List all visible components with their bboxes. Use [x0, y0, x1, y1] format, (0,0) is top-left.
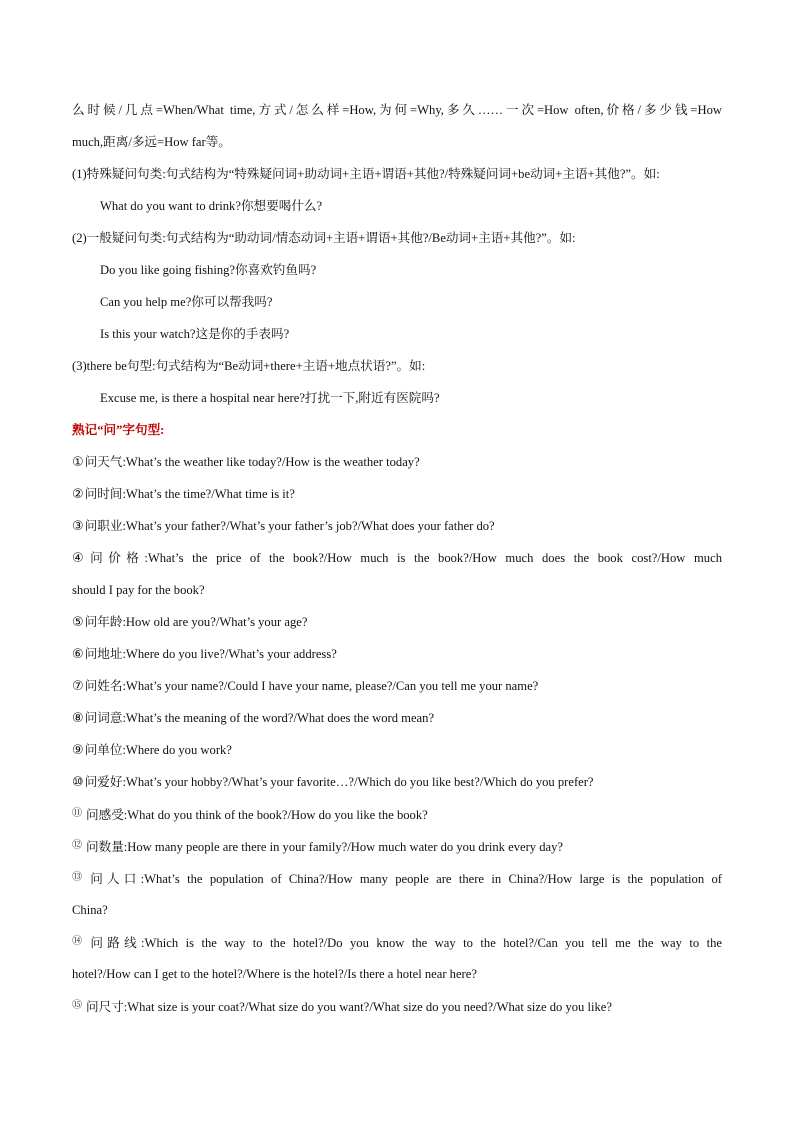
- document-page: [72, 94, 722, 1022]
- item-text: 问单位:Where do you work?: [84, 743, 232, 757]
- item-number: ⑮: [72, 1000, 82, 1011]
- list-item-time: [72, 478, 722, 510]
- list-item-size: [72, 990, 722, 1022]
- item-number: ⑦: [72, 679, 84, 694]
- item-text: 问天气:What’s the weather like today?/How is the weather today?: [84, 455, 420, 469]
- item-text: 问价格:What’s the price of the book?/How much is the book?/How much does the book cost?/How much: [84, 551, 722, 565]
- item-number: ⑭: [72, 936, 82, 947]
- item-text: 问时间:What’s the time?/What time is it?: [84, 487, 295, 501]
- item-number: ⑪: [72, 808, 82, 819]
- example-there-be: Excuse me, is there a hospital near here?打扰一下,附近有医院吗?: [100, 391, 440, 405]
- item-number: ⑫: [72, 840, 82, 851]
- section-heading: 熟记“问”字句型:: [72, 423, 165, 437]
- item-number: ②: [72, 487, 84, 502]
- list-item-workplace: [72, 734, 722, 766]
- list-item-price-continued: should I pay for the book?: [72, 583, 205, 597]
- item-number: ⑧: [72, 711, 84, 726]
- list-item-quantity: [72, 830, 722, 862]
- example-general-question-3: Is this your watch?这是你的手表吗?: [100, 327, 290, 341]
- rule-general-question: (2)一般疑问句类:句式结构为“助动词/情态动词+主语+谓语+其他?/Be动词+主语+其他?”。如:: [72, 231, 576, 245]
- item-text: 问词意:What’s the meaning of the word?/What does the word mean?: [84, 711, 435, 725]
- list-item-hobby: [72, 766, 722, 798]
- list-item-name: [72, 670, 722, 702]
- item-text: 问爱好:What’s your hobby?/What’s your favorite…?/Which do you like best?/Which do you prefer?: [84, 775, 594, 789]
- item-number: ③: [72, 519, 84, 534]
- item-number: ⑬: [72, 872, 82, 883]
- item-text: 问职业:What’s your father?/What’s your father’s job?/What does your father do?: [84, 519, 495, 533]
- item-text: 问人口:What’s the population of China?/How many people are there in China?/How large is the population of: [86, 872, 722, 886]
- list-item-job: [72, 510, 722, 542]
- list-item-population: [72, 862, 722, 894]
- example-special-question: What do you want to drink?你想要喝什么?: [100, 199, 323, 213]
- list-item-route-continued: hotel?/How can I get to the hotel?/Where is the hotel?/Is there a hotel near here?: [72, 967, 477, 981]
- list-item-meaning: [72, 702, 722, 734]
- item-text: 问数量:How many people are there in your family?/How much water do you drink every day?: [86, 840, 564, 854]
- item-text: 问姓名:What’s your name?/Could I have your name, please?/Can you tell me your name?: [84, 679, 539, 693]
- item-text: 问感受:What do you think of the book?/How do you like the book?: [86, 808, 428, 822]
- list-item-address: [72, 638, 722, 670]
- example-general-question-2: Can you help me?你可以帮我吗?: [100, 295, 273, 309]
- intro-line-1: 么时候/几点=When/What time,方式/怎么样=How,为何=Why,多久……一次=How often,价格/多少钱=How: [72, 103, 722, 117]
- item-number: ⑨: [72, 743, 84, 758]
- item-number: ⑩: [72, 775, 84, 790]
- list-item-weather: [72, 446, 722, 478]
- item-text: 问尺寸:What size is your coat?/What size do you want?/What size do you need?/What size do you like?: [86, 1000, 612, 1014]
- item-number: ④: [72, 551, 84, 566]
- example-general-question-1: Do you like going fishing?你喜欢钓鱼吗?: [100, 263, 317, 277]
- item-number: ⑥: [72, 647, 84, 662]
- list-item-price: [72, 542, 722, 574]
- rule-special-question: (1)特殊疑问句类:句式结构为“特殊疑问词+助动词+主语+谓语+其他?/特殊疑问词+be动词+主语+其他?”。如:: [72, 167, 660, 181]
- list-item-route: [72, 926, 722, 958]
- rule-there-be: (3)there be句型:句式结构为“Be动词+there+主语+地点状语?”。如:: [72, 359, 426, 373]
- item-text: 问地址:Where do you live?/What’s your address?: [84, 647, 337, 661]
- list-item-feeling: [72, 798, 722, 830]
- item-number: ⑤: [72, 615, 84, 630]
- item-text: 问路线:Which is the way to the hotel?/Do you know the way to the hotel?/Can you tell me the way to the: [86, 936, 722, 950]
- item-text: 问年龄:How old are you?/What’s your age?: [84, 615, 308, 629]
- list-item-population-continued: China?: [72, 903, 108, 917]
- list-item-age: [72, 606, 722, 638]
- intro-line-2: much,距离/多远=How far等。: [72, 135, 231, 149]
- item-number: ①: [72, 455, 84, 470]
